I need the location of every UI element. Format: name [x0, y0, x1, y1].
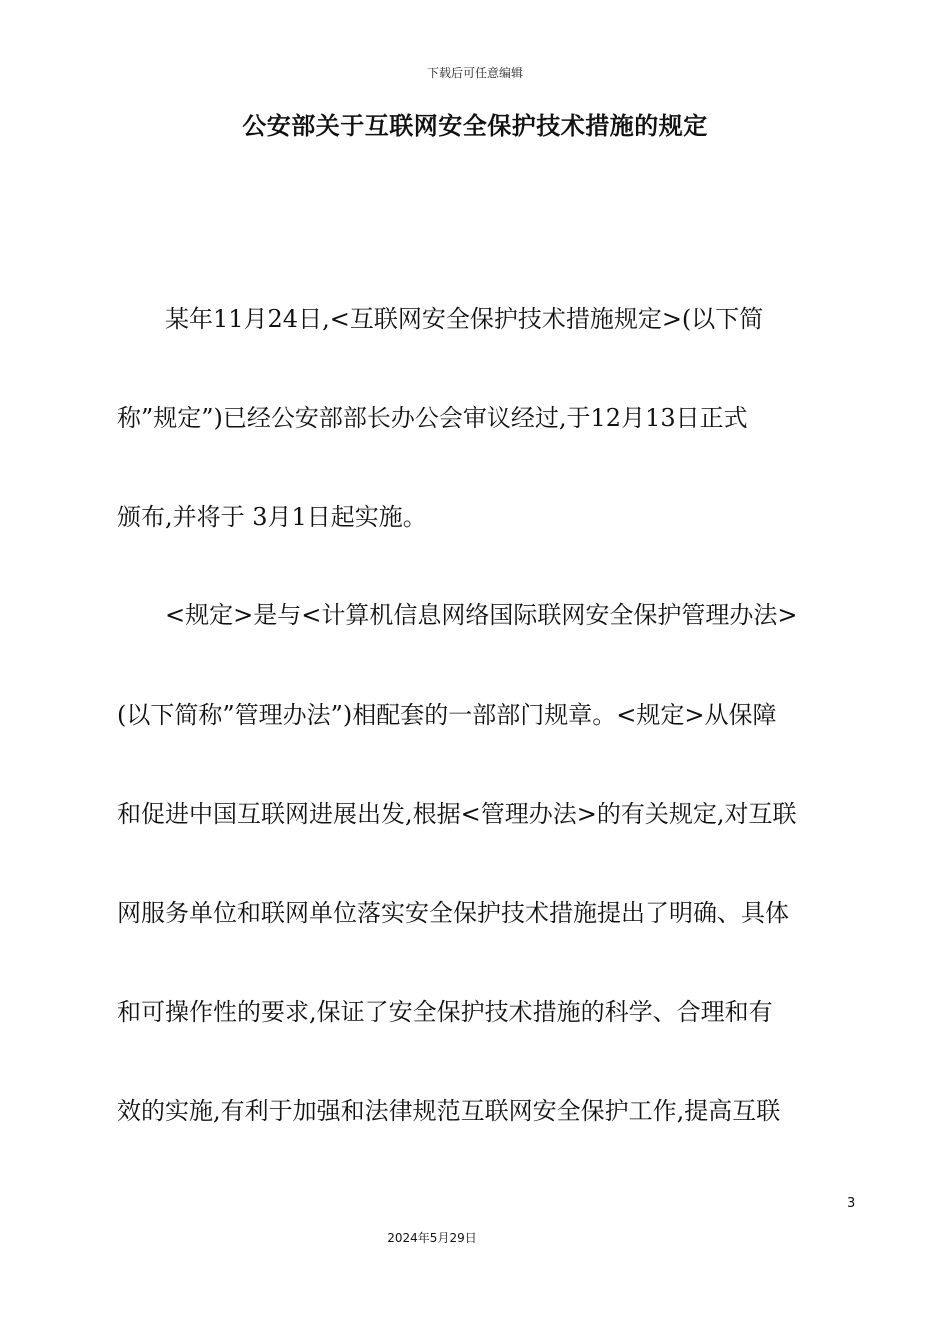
- paragraph-2-line-2: (以下简称”管理办法”)相配套的一部部门规章。<规定>从保障: [117, 701, 777, 729]
- paragraph-2-line-5: 和可操作性的要求,保证了安全保护技术措施的科学、合理和有: [117, 998, 773, 1026]
- paragraph-1-line-3: 颁布,并将于 3月1日起实施。: [117, 503, 427, 531]
- paragraph-1-line-2: 称”规定”)已经公安部部长办公会审议经过,于12月13日正式: [117, 404, 748, 432]
- paragraph-2-line-4: 网服务单位和联网单位落实安全保护技术措施提出了明确、具体: [117, 899, 789, 927]
- paragraph-2-line-3: 和促进中国互联网进展出发,根据<管理办法>的有关规定,对互联: [117, 800, 797, 828]
- footer-date: 2024年5月29日: [387, 1231, 477, 1245]
- document-title: 公安部关于互联网安全保护技术措施的规定: [242, 112, 708, 140]
- paragraph-2-line-6: 效的实施,有利于加强和法律规范互联网安全保护工作,提高互联: [117, 1097, 781, 1125]
- page-number: 3: [847, 1196, 856, 1211]
- paragraph-2-line-1: <规定>是与<计算机信息网络国际联网安全保护管理办法>: [165, 601, 798, 629]
- header-note: 下载后可任意编辑: [426, 66, 523, 80]
- paragraph-1-line-1: 某年11月24日,<互联网安全保护技术措施规定>(以下简: [165, 305, 764, 333]
